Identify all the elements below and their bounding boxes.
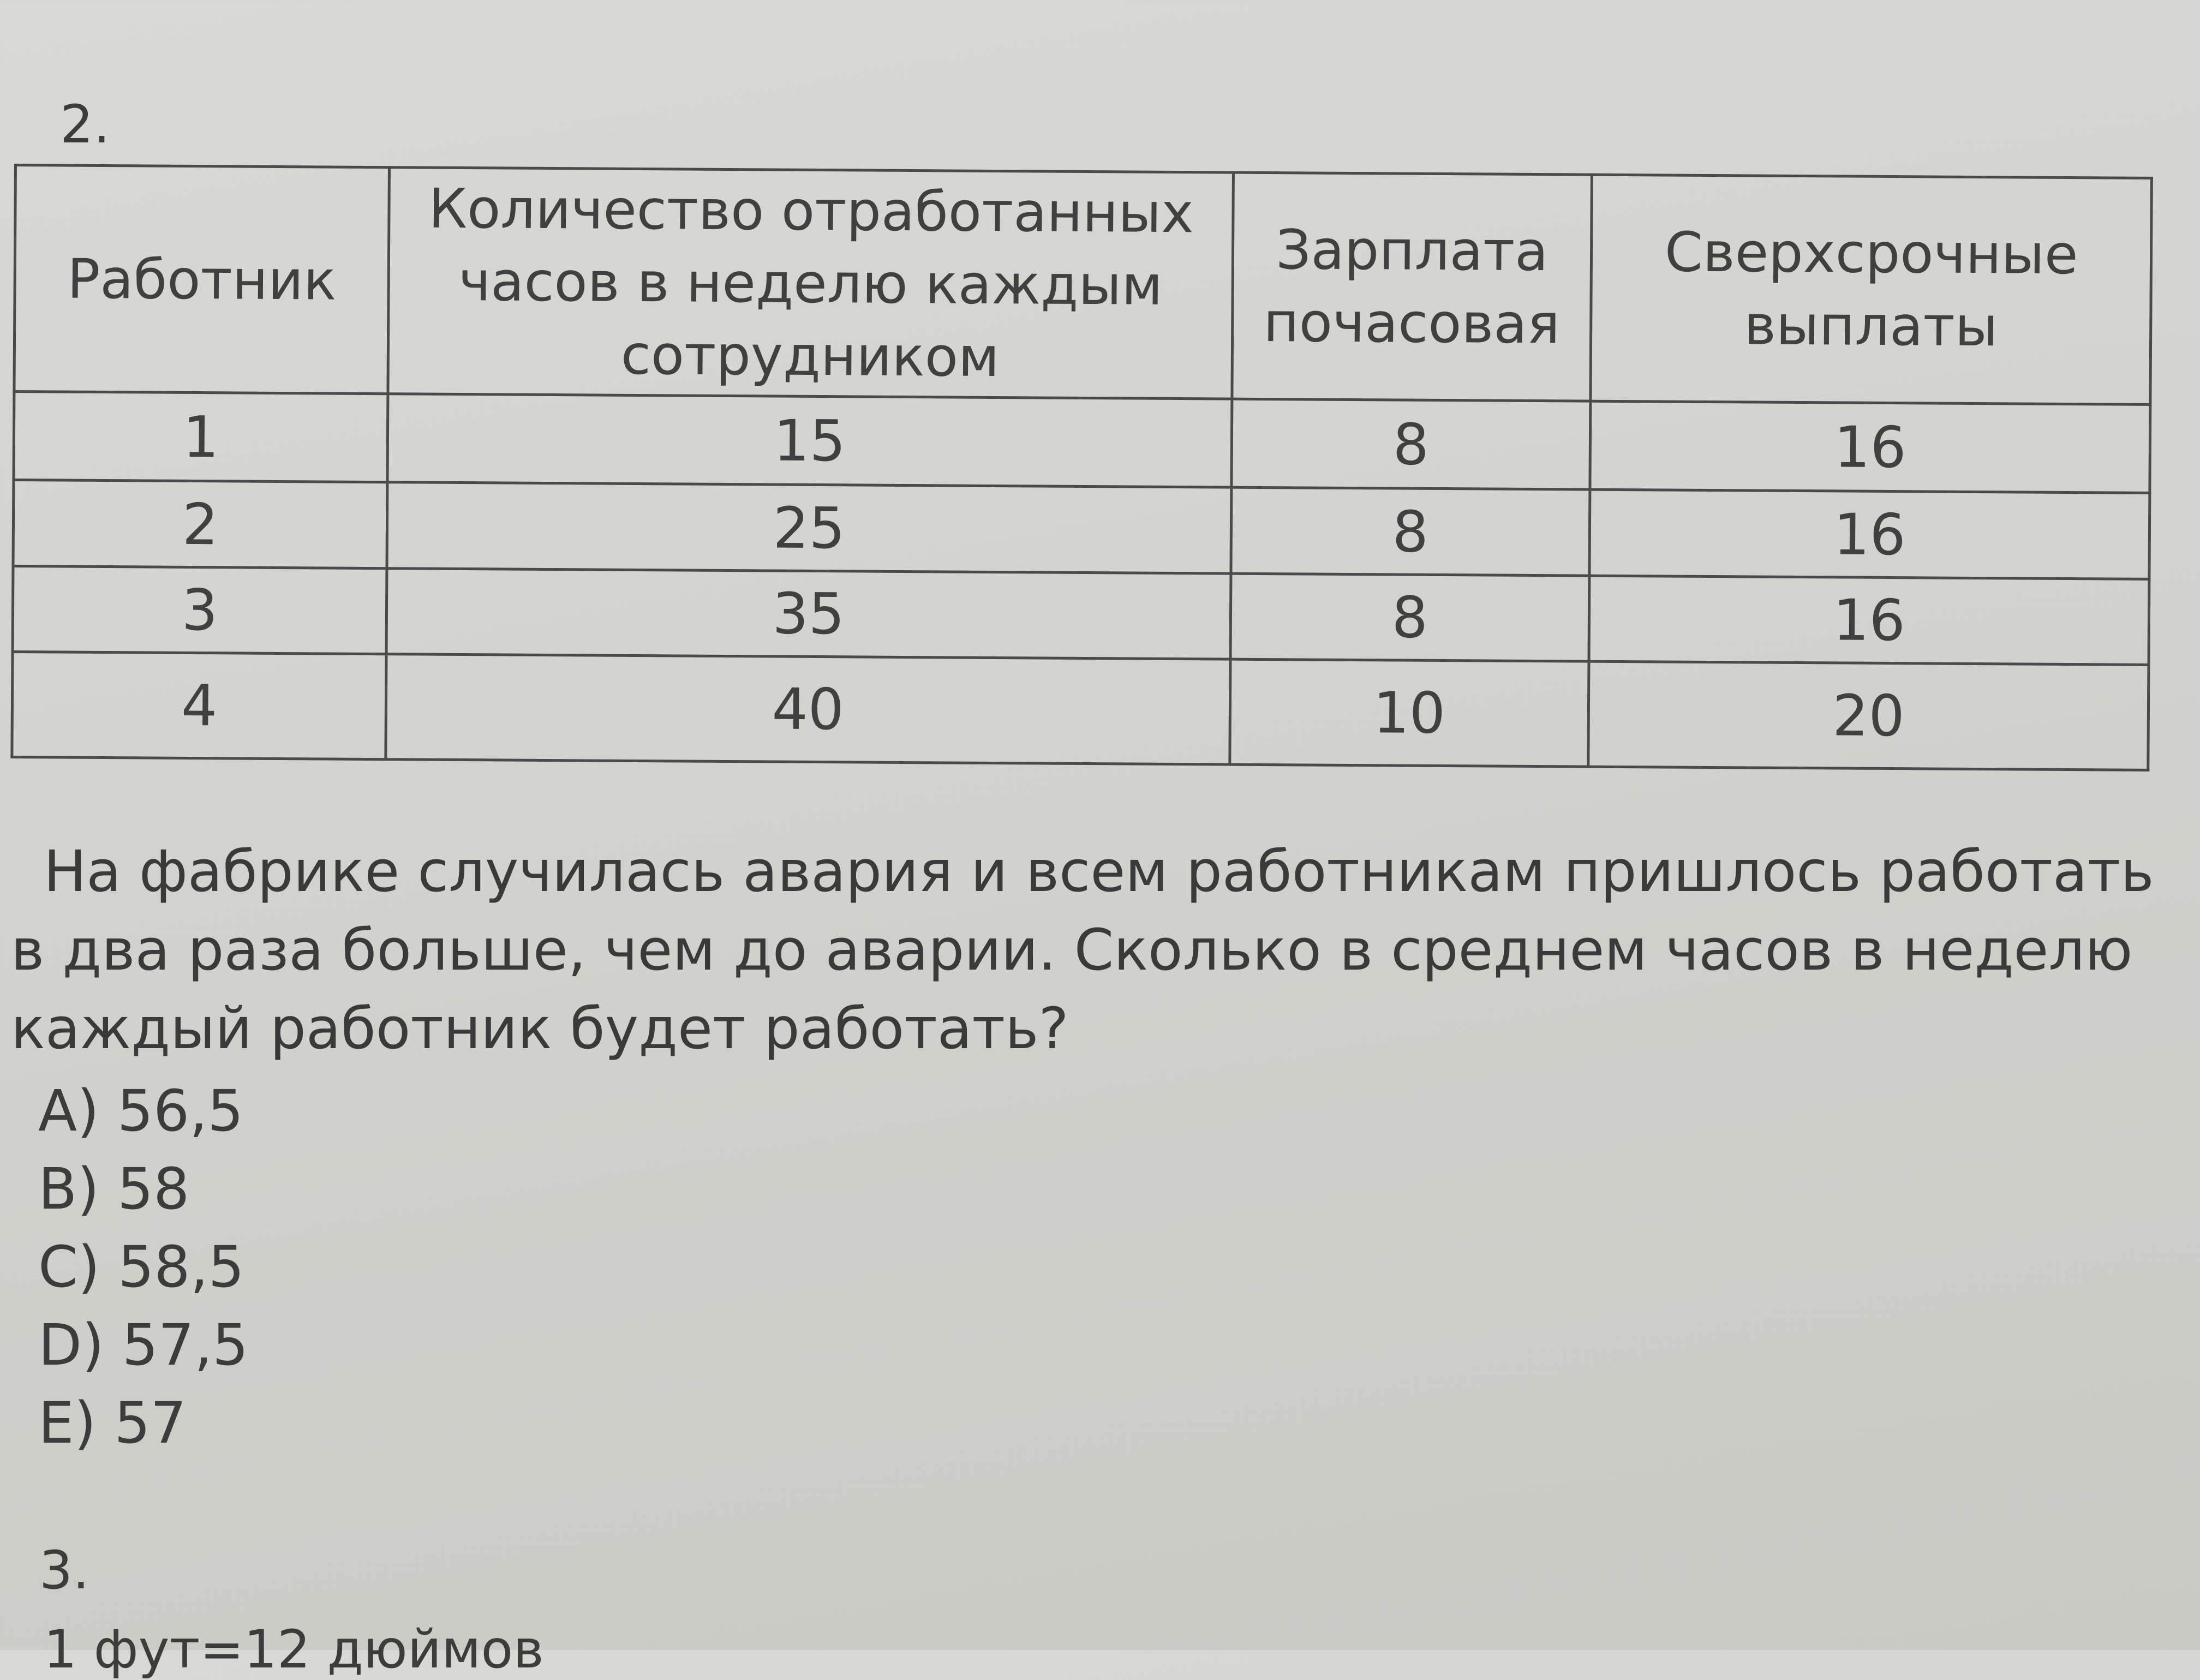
cell-hours: 35 bbox=[386, 568, 1230, 659]
cell-hourly-wage: 8 bbox=[1230, 573, 1590, 661]
cell-hours: 15 bbox=[387, 394, 1231, 488]
header-hourly-wage: Зарплата почасовая bbox=[1231, 172, 1592, 401]
table-row bbox=[13, 480, 2150, 579]
answer-option-a: A) 56,5 bbox=[38, 1078, 244, 1144]
table-row bbox=[12, 652, 2149, 770]
question-line: каждый работник будет работать? bbox=[11, 995, 1069, 1062]
cell-hours: 25 bbox=[387, 482, 1231, 573]
cell-worker: 2 bbox=[13, 480, 387, 569]
answer-option-d: D) 57,5 bbox=[38, 1312, 249, 1378]
answer-options bbox=[38, 1072, 248, 1462]
cell-worker: 1 bbox=[14, 392, 388, 483]
cell-overtime-pay: 16 bbox=[1589, 490, 2150, 579]
answer-option-c: C) 58,5 bbox=[38, 1234, 244, 1300]
cell-worker: 4 bbox=[12, 652, 386, 760]
header-hours: Количество отработанных часов в неделю каждым сотрудником bbox=[388, 168, 1233, 399]
header-overtime-pay: Сверхсрочные выплаты bbox=[1591, 175, 2151, 404]
table-row bbox=[13, 566, 2149, 665]
question-text bbox=[11, 832, 2166, 1068]
next-task-number: 3. bbox=[39, 1540, 89, 1601]
answer-option-b: B) 58 bbox=[38, 1156, 190, 1222]
task-number: 2. bbox=[60, 94, 110, 155]
table-header-row bbox=[14, 165, 2151, 405]
header-worker: Работник bbox=[14, 165, 390, 394]
cell-hourly-wage: 8 bbox=[1231, 488, 1591, 576]
answer-option-e: E) 57 bbox=[38, 1390, 187, 1456]
question-line: На фабрике случилась авария и всем работникам пришлось работать bbox=[44, 838, 2154, 905]
cell-hours: 40 bbox=[386, 654, 1230, 764]
cell-overtime-pay: 20 bbox=[1588, 661, 2149, 770]
cell-overtime-pay: 16 bbox=[1590, 401, 2150, 493]
workers-table bbox=[10, 164, 2153, 772]
question-line: в два раза больше, чем до аварии. Сколько в среднем часов в неделю bbox=[11, 917, 2133, 983]
next-task-partial-line: 1 фут=12 дюймов bbox=[44, 1619, 544, 1680]
cell-hourly-wage: 10 bbox=[1229, 659, 1589, 767]
cell-hourly-wage: 8 bbox=[1231, 399, 1591, 489]
cell-overtime-pay: 16 bbox=[1589, 576, 2149, 665]
table-row bbox=[14, 392, 2150, 493]
cell-worker: 3 bbox=[13, 566, 387, 654]
